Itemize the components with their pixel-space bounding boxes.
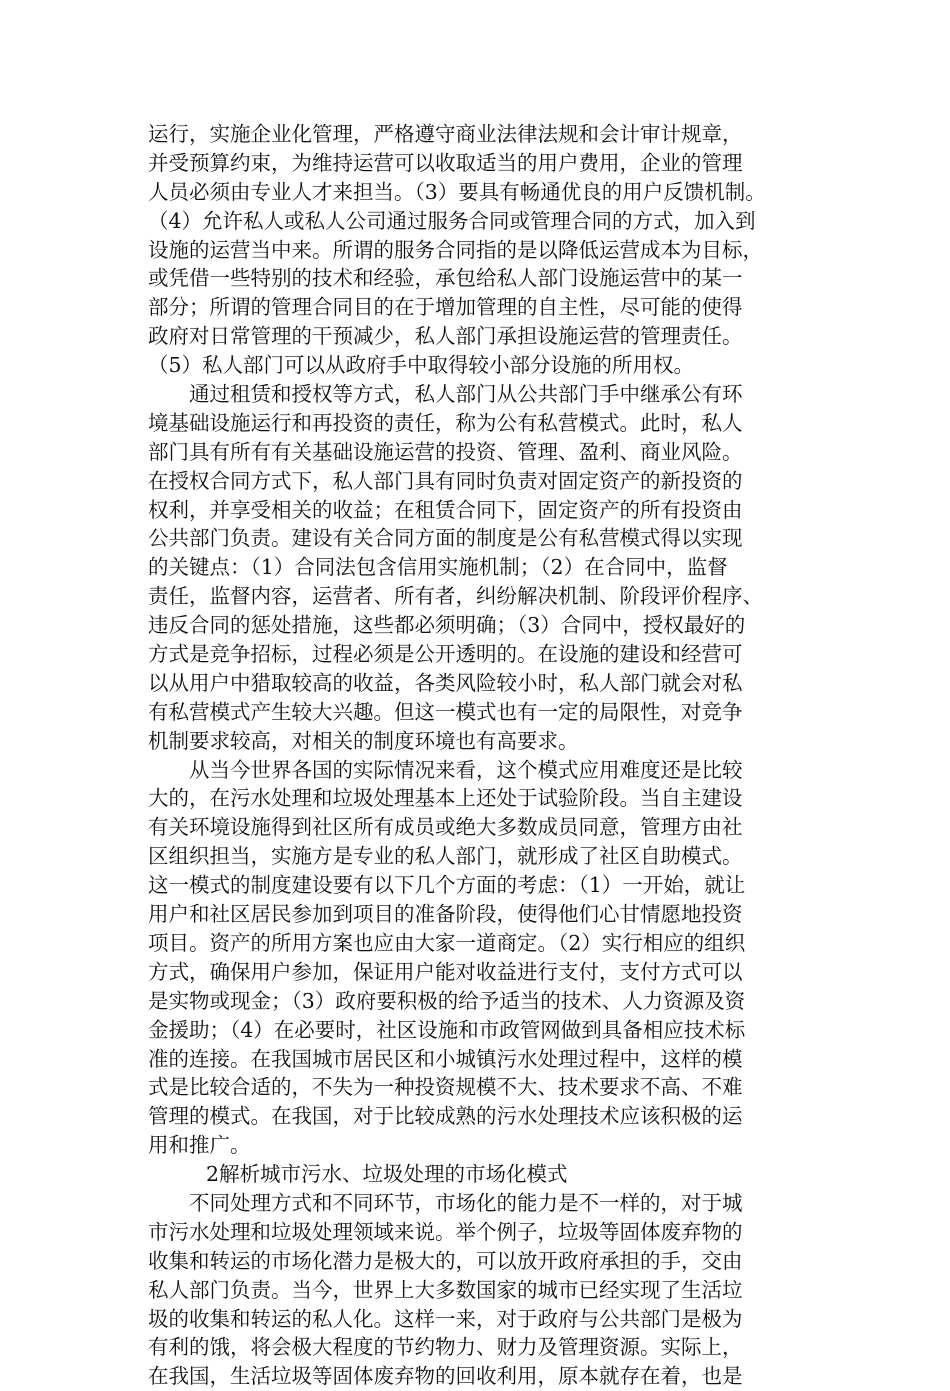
- text-line: 以从用户中猎取较高的收益，各类风险较小时，私人部门就会对私: [148, 670, 743, 695]
- document-body-text: [148, 120, 808, 1391]
- text-line: 大的，在污水处理和垃圾处理基本上还处于试验阶段。当自主建设: [148, 786, 743, 811]
- text-line: 人员必须由专业人才来担当。（3）要具有畅通优良的用户反馈机制。: [148, 179, 766, 204]
- text-line: 机制要求较高，对相关的制度环境也有高要求。: [148, 728, 579, 753]
- text-line: 并受预算约束，为维持运营可以收取适当的用户费用，企业的管理: [148, 150, 743, 175]
- text-line: 是实物或现金；（3）政府要积极的给予适当的技术、人力资源及资: [148, 988, 746, 1013]
- text-line: 有利的饿，将会极大程度的节约物力、财力及管理资源。实际上，: [148, 1335, 743, 1360]
- text-line: 有私营模式产生较大兴趣。但这一模式也有一定的局限性，对竞争: [148, 699, 743, 724]
- text-line: 公共部门负责。建设有关合同方面的制度是公有私营模式得以实现: [148, 526, 743, 551]
- text-line: 不同处理方式和不同环节，市场化的能力是不一样的，对于城: [189, 1190, 743, 1215]
- text-line: 权利，并享受相关的收益；在租赁合同下，固定资产的所有投资由: [148, 497, 743, 522]
- text-line: 在我国，生活垃圾等固体废弃物的回收利用，原本就存在着，也是: [148, 1364, 743, 1389]
- text-line: （4）允许私人或私人公司通过服务合同或管理合同的方式，加入到: [148, 208, 756, 233]
- text-line: 有关环境设施得到社区所有成员或绝大多数成员同意，管理方由社: [148, 815, 743, 840]
- text-line: 圾的收集和转运的私人化。这样一来，对于政府与公共部门是极为: [148, 1306, 743, 1331]
- text-line: 私人部门负责。当今，世界上大多数国家的城市已经实现了生活垃: [148, 1277, 743, 1302]
- text-line: （5）私人部门可以从政府手中取得较小部分设施的所用权。: [148, 353, 695, 378]
- section-heading: 2解析城市污水、垃圾处理的市场化模式: [206, 1162, 568, 1187]
- text-line: 这一模式的制度建设要有以下几个方面的考虑：（1）一开始，就让: [148, 873, 746, 898]
- text-line: 或凭借一些特别的技术和经验，承包给私人部门设施运营中的某一: [148, 266, 743, 291]
- text-line: 通过租赁和授权等方式，私人部门从公共部门手中继承公有环: [189, 382, 743, 407]
- text-line: 准的连接。在我国城市居民区和小城镇污水处理过程中，这样的模: [148, 1046, 743, 1071]
- text-line: 市污水处理和垃圾处理领域来说。举个例子，垃圾等固体废弃物的: [148, 1219, 743, 1244]
- text-line: 责任，监督内容，运营者、所有者，纠纷解决机制、阶段评价程序、: [148, 584, 763, 609]
- text-line: 境基础设施运行和再投资的责任，称为公有私营模式。此时，私人: [148, 410, 743, 435]
- text-line: 方式，确保用户参加，保证用户能对收益进行支付，支付方式可以: [148, 959, 743, 984]
- text-line: 用和推广。: [148, 1133, 251, 1158]
- text-line: 部分；所谓的管理合同目的在于增加管理的自主性，尽可能的使得: [148, 295, 743, 320]
- text-line: 用户和社区居民参加到项目的准备阶段，使得他们心甘情愿地投资: [148, 902, 743, 927]
- text-line: 式是比较合适的，不失为一种投资规模不大、技术要求不高、不难: [148, 1075, 743, 1100]
- text-line: 管理的模式。在我国，对于比较成熟的污水处理技术应该积极的运: [148, 1104, 743, 1129]
- text-line: 方式是竞争招标，过程必须是公开透明的。在设施的建设和经营可: [148, 642, 743, 667]
- text-line: 区组织担当，实施方是专业的私人部门，就形成了社区自助模式。: [148, 844, 743, 869]
- text-line: 从当今世界各国的实际情况来看，这个模式应用难度还是比较: [189, 757, 743, 782]
- text-line: 在授权合同方式下，私人部门具有同时负责对固定资产的新投资的: [148, 468, 743, 493]
- text-line: 部门具有所有有关基础设施运营的投资、管理、盈利、商业风险。: [148, 439, 743, 464]
- text-line: 设施的运营当中来。所谓的服务合同指的是以降低运营成本为目标，: [148, 237, 763, 262]
- text-line: 项目。资产的所用方案也应由大家一道商定。（2）实行相应的组织: [148, 930, 746, 955]
- text-line: 金援助；（4）在必要时，社区设施和市政管网做到具备相应技术标: [148, 1017, 746, 1042]
- text-line: 收集和转运的市场化潜力是极大的，可以放开政府承担的手，交由: [148, 1248, 743, 1273]
- text-line: 运行，实施企业化管理，严格遵守商业法律法规和会计审计规章，: [148, 122, 743, 146]
- text-line: 的关键点：（1）合同法包含信用实施机制；（2）在合同中，监督: [148, 555, 728, 580]
- text-line: 违反合同的惩处措施，这些都必须明确；（3）合同中，授权最好的: [148, 613, 746, 638]
- text-line: 政府对日常管理的干预减少，私人部门承担设施运营的管理责任。: [148, 324, 743, 349]
